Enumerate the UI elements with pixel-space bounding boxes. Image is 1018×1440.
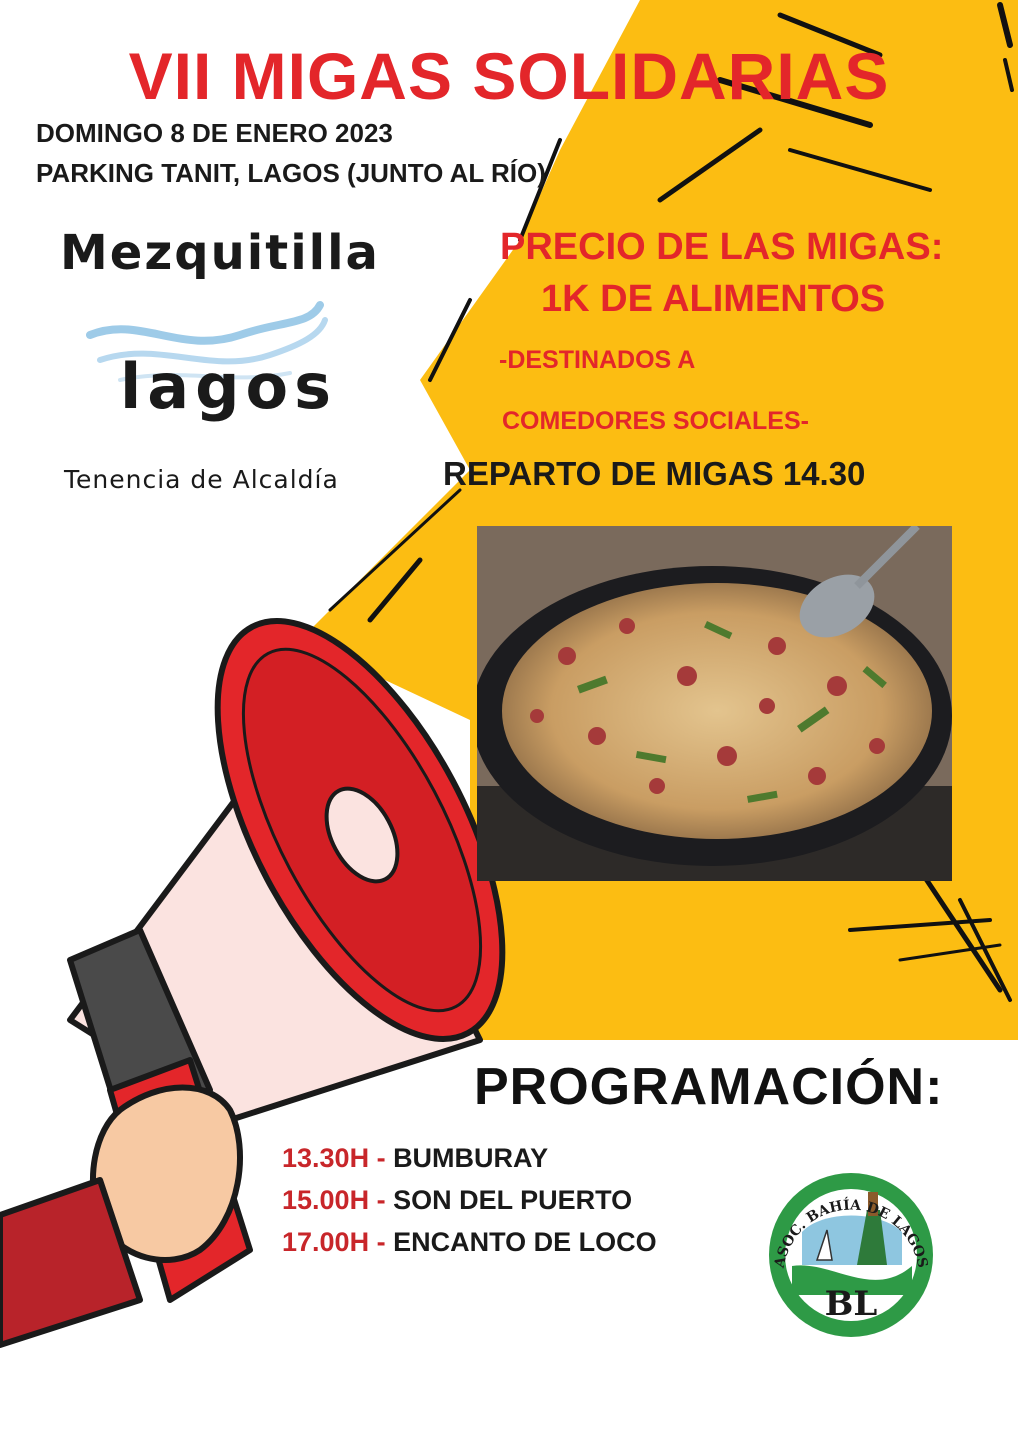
association-emblem bbox=[762, 1170, 940, 1340]
program-item-2 bbox=[282, 1185, 632, 1216]
mezquitilla-lagos-logo bbox=[60, 215, 380, 515]
program-act: BUMBURAY bbox=[393, 1143, 549, 1173]
destination-line-2: COMEDORES SOCIALES- bbox=[502, 407, 809, 435]
program-time: 17.00H - bbox=[282, 1227, 394, 1257]
event-title: VII MIGAS SOLIDARIAS bbox=[128, 39, 890, 113]
program-time: 13.30H - bbox=[282, 1143, 394, 1173]
event-date: DOMINGO 8 DE ENERO 2023 bbox=[36, 118, 393, 148]
program-act: ENCANTO DE LOCO bbox=[393, 1227, 657, 1257]
price-value: 1K DE ALIMENTOS bbox=[541, 278, 886, 320]
association-initials: BL bbox=[824, 1284, 878, 1324]
logo-line-3: Tenencia de Alcaldía bbox=[64, 465, 339, 494]
logo-line-1: Mezquitilla bbox=[60, 225, 380, 281]
program-time: 15.00H - bbox=[282, 1185, 394, 1215]
association-ring-text: ASOC. BAHÍA DE LAGOS bbox=[771, 1197, 931, 1270]
asoc-bahia-de-lagos-logo bbox=[762, 1170, 940, 1340]
event-location: PARKING TANIT, LAGOS (JUNTO AL RÍO) bbox=[36, 158, 546, 188]
migas-pan-photo bbox=[477, 526, 952, 881]
program-item-3 bbox=[282, 1227, 657, 1258]
destination-line-1: -DESTINADOS A bbox=[499, 346, 696, 374]
programacion-title: PROGRAMACIÓN: bbox=[474, 1058, 944, 1116]
program-item-1 bbox=[282, 1143, 548, 1174]
program-act: SON DEL PUERTO bbox=[393, 1185, 633, 1215]
reparto-time: REPARTO DE MIGAS 14.30 bbox=[443, 455, 866, 492]
migas-pan-image bbox=[477, 526, 952, 881]
price-heading: PRECIO DE LAS MIGAS: bbox=[500, 226, 944, 268]
logo-line-2: lagos bbox=[120, 350, 337, 423]
